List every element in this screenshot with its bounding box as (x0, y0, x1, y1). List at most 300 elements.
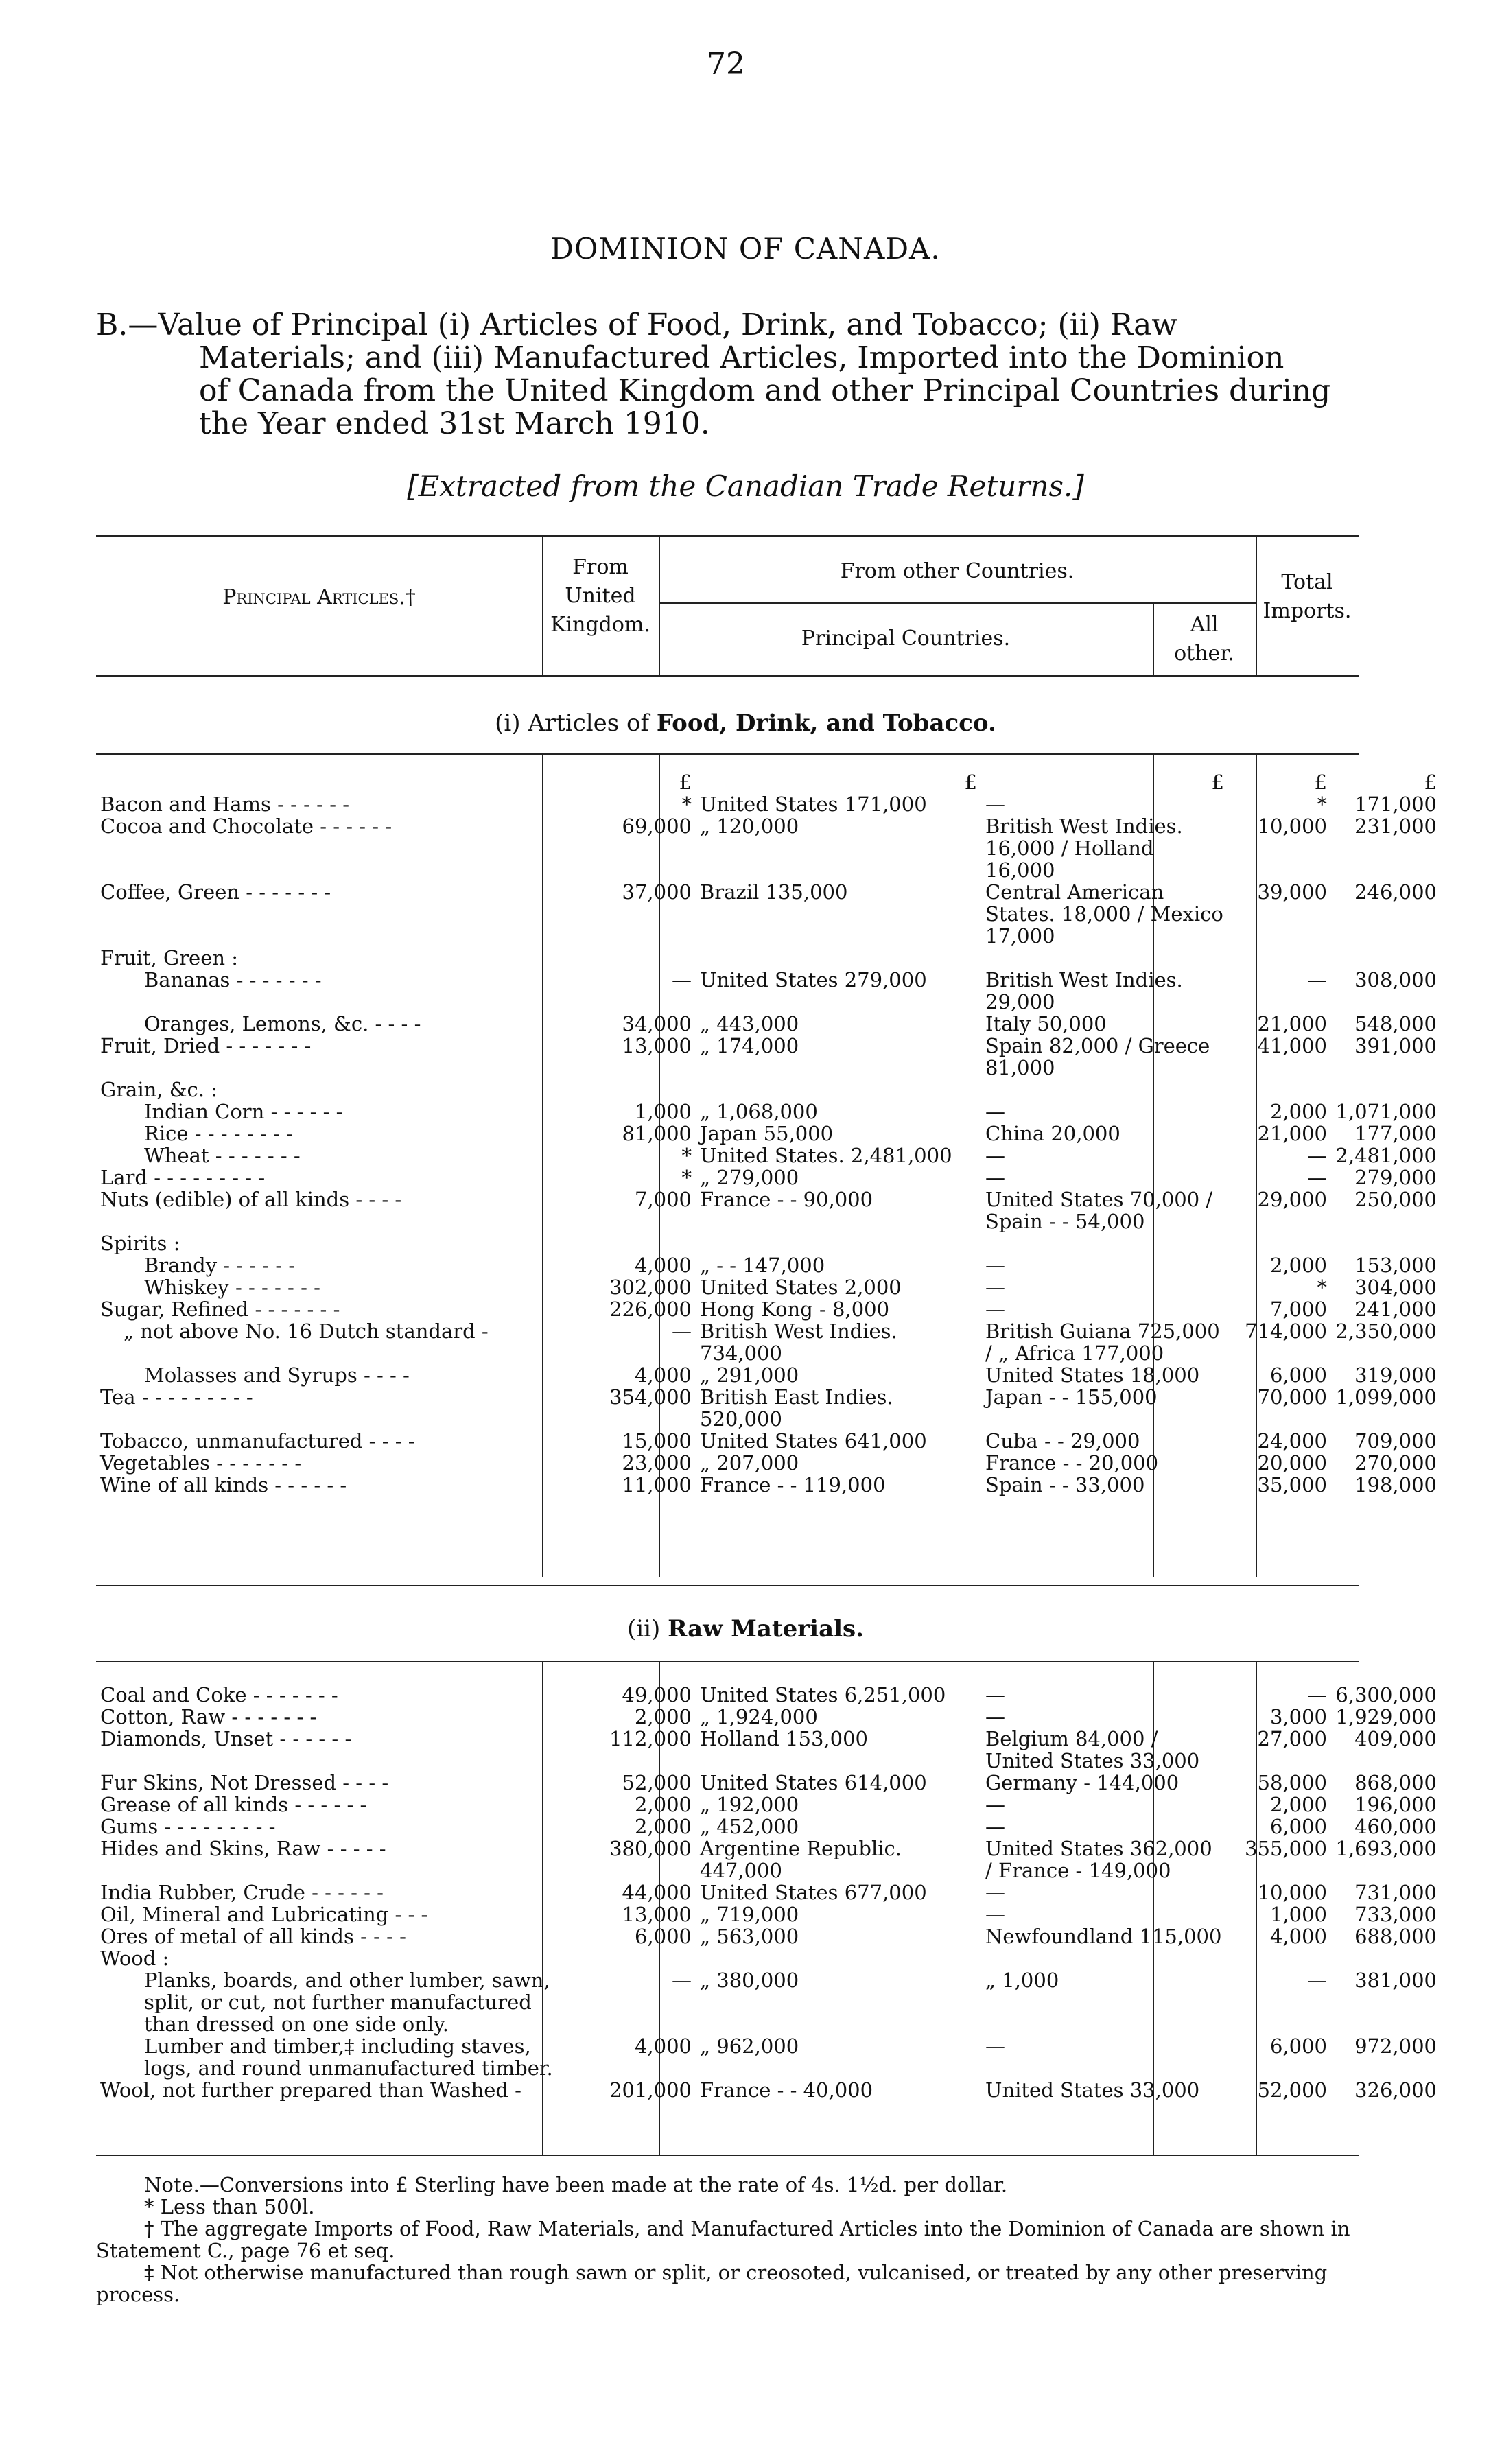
article-cell: Diamonds, Unset - - - - - - (100, 1727, 352, 1750)
table-row (96, 1298, 1441, 1320)
all-other-value-cell: 58,000 (1257, 1771, 1327, 1794)
article-cell: Spirits : (100, 1232, 180, 1255)
table-row (96, 1881, 1441, 1903)
article-cell: Bacon and Hams - - - - - - (100, 793, 350, 816)
all-other-value-cell: — (1307, 1683, 1327, 1706)
other-principal-country-cell (981, 1079, 1228, 1101)
section-1-title-b: Food, Drink, and Tobacco. (656, 709, 996, 737)
total-value-cell: 250,000 (1354, 1188, 1437, 1211)
all-other-value-cell: 714,000 (1245, 1319, 1327, 1343)
all-other-value-cell (1228, 1232, 1331, 1254)
uk-value-cell: 201,000 (609, 2078, 692, 2102)
principal-country-cell: „ 380,000 (700, 1969, 799, 1992)
other-principal-country-cell: United States 70,000 / Spain - - 54,000 (985, 1188, 1213, 1233)
table-row (96, 1386, 1441, 1430)
other-principal-country-cell: Spain 82,000 / Greece 81,000 (985, 1034, 1210, 1079)
table-row (96, 1079, 1441, 1101)
total-value-cell: 731,000 (1354, 1881, 1437, 1904)
uk-value-cell (585, 1947, 696, 1969)
all-other-value-cell: 2,000 (1269, 1793, 1327, 1816)
other-principal-country-cell: — (985, 1683, 1005, 1706)
principal-country-cell: United States. 2,481,000 (700, 1144, 952, 1167)
note-conversion: Note.—Conversions into £ Sterling have been made at the rate of 4s. 1½d. per dollar. (144, 2173, 1008, 2196)
article-cell: Coal and Coke - - - - - - - (100, 1683, 338, 1706)
other-principal-country-cell: Newfoundland 115,000 (985, 1925, 1222, 1948)
col-all-other-line-2: other. (1174, 642, 1234, 666)
other-principal-country-cell: „ 1,000 (985, 1969, 1059, 1992)
article-cell: Wood : (100, 1947, 169, 1970)
table-row (96, 1123, 1441, 1145)
all-other-value-cell: 21,000 (1257, 1012, 1327, 1035)
section-1-title (0, 709, 1491, 737)
uk-value-cell: * (681, 1144, 692, 1167)
uk-value-cell: 4,000 (634, 2034, 692, 2058)
uk-value-cell: 69,000 (622, 814, 692, 838)
article-cell: Tea - - - - - - - - - (100, 1385, 253, 1409)
principal-country-cell: Holland 153,000 (700, 1727, 868, 1750)
article-cell: Fruit, Dried - - - - - - - (100, 1034, 312, 1057)
other-principal-country-cell: United States 362,000 / France - 149,000 (985, 1837, 1212, 1882)
principal-country-cell: Japan 55,000 (700, 1122, 834, 1145)
heading-line-4: the Year ended 31st March 1910. (199, 406, 710, 441)
uk-value-cell: 11,000 (622, 1473, 692, 1497)
all-other-value-cell (1228, 1079, 1331, 1101)
principal-country-cell (696, 1079, 981, 1101)
all-other-value-cell: 41,000 (1257, 1034, 1327, 1057)
other-principal-country-cell: — (985, 2034, 1005, 2058)
total-value-cell: 548,000 (1354, 1012, 1437, 1035)
principal-country-cell: „ 174,000 (700, 1034, 799, 1057)
principal-country-cell (696, 947, 981, 969)
other-principal-country-cell: — (985, 1903, 1005, 1926)
uk-value-cell: — (672, 1319, 692, 1343)
other-principal-country-cell: Germany - 144,000 (985, 1771, 1179, 1794)
table-row (96, 1947, 1441, 1969)
total-value-cell: 1,099,000 (1335, 1385, 1437, 1409)
section-2-end-rule (96, 2155, 1359, 2156)
table-heading (96, 309, 1372, 441)
article-cell: Sugar, Refined - - - - - - - (100, 1298, 340, 1321)
total-value-cell: 171,000 (1354, 793, 1437, 816)
article-cell: Oil, Mineral and Lubricating - - - (100, 1903, 428, 1926)
table-row (96, 1254, 1441, 1276)
total-value-cell: 6,300,000 (1335, 1683, 1437, 1706)
uk-value-cell: 81,000 (622, 1122, 692, 1145)
other-principal-country-cell: — (985, 1705, 1005, 1728)
article-cell: Grease of all kinds - - - - - - (100, 1793, 367, 1816)
all-other-value-cell: 70,000 (1257, 1385, 1327, 1409)
section-1-rule (96, 753, 1359, 755)
other-principal-country-cell: United States 33,000 (985, 2078, 1200, 2102)
all-other-value-cell: 21,000 (1257, 1122, 1327, 1145)
uk-value-cell: 302,000 (609, 1276, 692, 1299)
uk-value-cell: 4,000 (634, 1363, 692, 1387)
uk-value-cell: 2,000 (634, 1705, 692, 1728)
article-cell: Fruit, Green : (100, 946, 239, 970)
all-other-value-cell: — (1307, 1166, 1327, 1189)
table-row (96, 1166, 1441, 1188)
uk-value-cell: 15,000 (622, 1429, 692, 1453)
total-value-cell: 2,481,000 (1335, 1144, 1437, 1167)
other-principal-country-cell: — (985, 1298, 1005, 1321)
other-principal-country-cell: — (985, 1166, 1005, 1189)
all-other-value-cell: — (1307, 1969, 1327, 1992)
other-principal-country-cell: — (985, 1254, 1005, 1277)
all-other-value-cell: — (1307, 968, 1327, 992)
table-row (96, 1320, 1441, 1364)
uk-value-cell: 2,000 (634, 1793, 692, 1816)
all-other-value-cell: * (1317, 1276, 1327, 1299)
principal-country-cell: British West Indies. 734,000 (700, 1319, 897, 1365)
other-principal-country-cell: — (985, 1793, 1005, 1816)
article-cell: Wheat - - - - - - - (144, 1144, 301, 1167)
principal-country-cell: „ 120,000 (700, 814, 799, 838)
col-from-uk (542, 553, 659, 640)
other-principal-country-cell (981, 947, 1228, 969)
all-other-value-cell: 29,000 (1257, 1188, 1327, 1211)
uk-value-cell: 13,000 (622, 1034, 692, 1057)
uk-value-cell: 37,000 (622, 880, 692, 904)
uk-value-cell: 2,000 (634, 1815, 692, 1838)
other-principal-country-cell: — (985, 1100, 1005, 1123)
table-row (96, 947, 1441, 969)
table-row (96, 1728, 1441, 1772)
other-principal-country-cell (981, 1232, 1228, 1254)
table-row (96, 1925, 1441, 1947)
article-cell: Wine of all kinds - - - - - - (100, 1473, 347, 1497)
total-value-cell: 1,071,000 (1335, 1100, 1437, 1123)
table-row (96, 815, 1441, 881)
principal-country-cell: „ 1,924,000 (700, 1705, 818, 1728)
principal-country-cell: France - - 40,000 (700, 2078, 873, 2102)
heading-line-2: Materials; and (iii) Manufactured Articles, Imported into the Dominion (199, 340, 1284, 375)
principal-country-cell: „ - - 147,000 (700, 1254, 825, 1277)
dominion-title: DOMINION OF CANADA. (550, 232, 941, 266)
uk-value-cell (585, 1079, 696, 1101)
principal-country-cell (696, 1232, 981, 1254)
all-other-value-cell: 52,000 (1257, 2078, 1327, 2102)
all-other-value-cell: 2,000 (1269, 1254, 1327, 1277)
other-principal-country-cell: — (985, 793, 1005, 816)
pound-sign: £ (1211, 771, 1224, 794)
note-double-dagger: ‡ Not otherwise manufactured than rough sawn or split, or creosoted, vulcanised, or treated by any other preserving process. (96, 2261, 1328, 2306)
article-cell: Grain, &c. : (100, 1078, 218, 1101)
principal-country-cell: „ 563,000 (700, 1925, 799, 1948)
principal-country-cell: „ 452,000 (700, 1815, 799, 1838)
uk-value-cell: * (681, 1166, 692, 1189)
table-row (96, 1188, 1441, 1232)
uk-value-cell (585, 947, 696, 969)
total-value-cell: 198,000 (1354, 1473, 1437, 1497)
col-total-line-2: Imports. (1263, 599, 1352, 623)
all-other-value-cell: 6,000 (1269, 2034, 1327, 2058)
total-value-cell: 246,000 (1354, 880, 1437, 904)
header-bottom-rule (96, 675, 1359, 677)
total-value-cell: 409,000 (1354, 1727, 1437, 1750)
all-other-value-cell: 3,000 (1269, 1705, 1327, 1728)
page-number: 72 (707, 47, 745, 82)
col-total (1256, 568, 1359, 626)
total-value-cell: 733,000 (1354, 1903, 1437, 1926)
all-other-value-cell: 39,000 (1257, 880, 1327, 904)
other-principal-country-cell: Cuba - - 29,000 (985, 1429, 1140, 1453)
table-row (96, 1013, 1441, 1035)
table-row (96, 2035, 1441, 2079)
uk-value-cell: 226,000 (609, 1298, 692, 1321)
header-top-rule (96, 535, 1359, 537)
pound-sign: £ (1314, 771, 1327, 794)
article-cell: „ not above No. 16 Dutch standard - (124, 1319, 489, 1343)
uk-value-cell: 7,000 (634, 1188, 692, 1211)
uk-value-cell: — (672, 1969, 692, 1992)
table-row (96, 1276, 1441, 1298)
uk-value-cell (585, 1232, 696, 1254)
total-value-cell: 391,000 (1354, 1034, 1437, 1057)
principal-country-cell: „ 192,000 (700, 1793, 799, 1816)
uk-value-cell: 112,000 (609, 1727, 692, 1750)
total-value-cell: 1,929,000 (1335, 1705, 1437, 1728)
table-row (96, 1969, 1441, 2035)
uk-value-cell: 23,000 (622, 1451, 692, 1475)
total-value-cell: 972,000 (1354, 2034, 1437, 2058)
pound-row (96, 771, 1441, 793)
other-principal-country-cell: British Guiana 725,000 / „ Africa 177,000 (985, 1319, 1220, 1365)
article-cell: Nuts (edible) of all kinds - - - - (100, 1188, 402, 1211)
extracted-note: [Extracted from the Canadian Trade Returns.] (407, 469, 1084, 503)
other-principal-country-cell: Central American States. 18,000 / Mexico 17,000 (985, 880, 1223, 948)
principal-country-cell: British East Indies. 520,000 (700, 1385, 893, 1431)
all-other-value-cell: — (1307, 1144, 1327, 1167)
article-cell: Molasses and Syrups - - - - (144, 1363, 410, 1387)
total-value-cell: 231,000 (1354, 814, 1437, 838)
note-asterisk: * Less than 500l. (144, 2195, 315, 2218)
total-value-cell (1331, 1947, 1441, 1969)
table-row (96, 1772, 1441, 1794)
pound-sign: £ (964, 771, 977, 794)
article-cell: Gums - - - - - - - - - (100, 1815, 276, 1838)
all-other-value-cell: 1,000 (1269, 1903, 1327, 1926)
all-other-value-cell: 35,000 (1257, 1473, 1327, 1497)
total-value-cell: 381,000 (1354, 1969, 1437, 1992)
principal-country-cell: „ 279,000 (700, 1166, 799, 1189)
principal-country-cell: „ 207,000 (700, 1451, 799, 1475)
total-value-cell: 177,000 (1354, 1122, 1437, 1145)
principal-country-cell: Argentine Republic. 447,000 (700, 1837, 902, 1882)
principal-country-cell: United States 6,251,000 (700, 1683, 946, 1706)
total-value-cell: 241,000 (1354, 1298, 1437, 1321)
header-mid-rule (659, 602, 1256, 604)
total-value-cell: 319,000 (1354, 1363, 1437, 1387)
other-principal-country-cell: United States 18,000 (985, 1363, 1200, 1387)
article-cell: Indian Corn - - - - - - (144, 1100, 343, 1123)
table-row (96, 881, 1441, 947)
other-principal-country-cell: — (985, 1815, 1005, 1838)
all-other-value-cell: 355,000 (1245, 1837, 1327, 1860)
table-row (96, 1838, 1441, 1881)
article-cell: Lumber and timber,‡ including staves, logs, and round unmanufactured timber. (144, 2034, 553, 2080)
uk-value-cell: — (672, 968, 692, 992)
principal-country-cell: United States 2,000 (700, 1276, 902, 1299)
all-other-value-cell: 24,000 (1257, 1429, 1327, 1453)
footnotes (96, 2174, 1372, 2305)
uk-value-cell: 1,000 (634, 1100, 692, 1123)
note-dagger: † The aggregate Imports of Food, Raw Materials, and Manufactured Articles into the Dominion of Canada are shown in Statement C., page 76 et seq. (96, 2217, 1350, 2262)
uk-value-cell: 354,000 (609, 1385, 692, 1409)
all-other-value-cell (1228, 1947, 1331, 1969)
all-other-value-cell: 2,000 (1269, 1100, 1327, 1123)
other-principal-country-cell: France - - 20,000 (985, 1451, 1159, 1475)
total-value-cell: 460,000 (1354, 1815, 1437, 1838)
total-value-cell: 308,000 (1354, 968, 1437, 992)
other-principal-country-cell: — (985, 1144, 1005, 1167)
table-row (96, 1364, 1441, 1386)
principal-country-cell: France - - 119,000 (700, 1473, 886, 1497)
total-value-cell: 326,000 (1354, 2078, 1437, 2102)
article-cell: Rice - - - - - - - - (144, 1122, 293, 1145)
col-principal-articles: Principal Articles.† (222, 585, 416, 609)
article-cell: Ores of metal of all kinds - - - - (100, 1925, 406, 1948)
uk-value-cell: 6,000 (634, 1925, 692, 1948)
principal-country-cell: „ 443,000 (700, 1012, 799, 1035)
total-value-cell: 196,000 (1354, 1793, 1437, 1816)
table-row (96, 1706, 1441, 1728)
other-principal-country-cell: British West Indies. 29,000 (985, 968, 1183, 1013)
table-row (96, 1035, 1441, 1079)
total-value-cell: 2,350,000 (1335, 1319, 1437, 1343)
total-value-cell: 279,000 (1354, 1166, 1437, 1189)
uk-value-cell: 4,000 (634, 1254, 692, 1277)
principal-country-cell: „ 962,000 (700, 2034, 799, 2058)
col-principal-countries: Principal Countries. (801, 626, 1011, 650)
uk-value-cell: 49,000 (622, 1683, 692, 1706)
table-row (96, 1145, 1441, 1166)
all-other-value-cell: * (1317, 793, 1327, 816)
section-1-title-a: (i) Articles of (495, 709, 657, 737)
heading-line-1: B.—Value of Principal (i) Articles of Food, Drink, and Tobacco; (ii) Raw (96, 307, 1177, 342)
uk-value-cell: 380,000 (609, 1837, 692, 1860)
section-2-table (96, 1684, 1441, 2101)
uk-value-cell: 52,000 (622, 1771, 692, 1794)
principal-country-cell: France - - 90,000 (700, 1188, 873, 1211)
article-cell: Bananas - - - - - - - (144, 968, 322, 992)
table-row (96, 1101, 1441, 1123)
other-principal-country-cell (981, 1947, 1228, 1969)
other-principal-country-cell: — (985, 1276, 1005, 1299)
table-row (96, 1816, 1441, 1838)
table-row (96, 969, 1441, 1013)
section-1-table (96, 771, 1441, 1496)
principal-country-cell: Hong Kong - 8,000 (700, 1298, 890, 1321)
all-other-value-cell: 20,000 (1257, 1451, 1327, 1475)
total-value-cell: 868,000 (1354, 1771, 1437, 1794)
section-2-title-a: (ii) (626, 1615, 668, 1643)
table-row (96, 1232, 1441, 1254)
total-value-cell: 1,693,000 (1335, 1837, 1437, 1860)
table-row (96, 1430, 1441, 1452)
all-other-value-cell: 10,000 (1257, 1881, 1327, 1904)
col-all-other (1153, 611, 1256, 668)
table-row (96, 793, 1441, 815)
all-other-value-cell: 7,000 (1269, 1298, 1327, 1321)
article-cell: India Rubber, Crude - - - - - - (100, 1881, 384, 1904)
principal-country-cell: United States 641,000 (700, 1429, 927, 1453)
principal-country-cell: United States 279,000 (700, 968, 927, 992)
principal-country-cell: „ 719,000 (700, 1903, 799, 1926)
col-from-uk-line-2: United (565, 584, 636, 608)
table-row (96, 1794, 1441, 1816)
other-principal-country-cell: — (985, 1881, 1005, 1904)
all-other-value-cell: 10,000 (1257, 814, 1327, 838)
article-cell: Brandy - - - - - - (144, 1254, 296, 1277)
total-value-cell: 709,000 (1354, 1429, 1437, 1453)
article-cell: Whiskey - - - - - - - (144, 1276, 320, 1299)
pound-sign: £ (679, 771, 692, 794)
other-principal-country-cell: Japan - - 155,000 (985, 1385, 1158, 1409)
all-other-value-cell: 27,000 (1257, 1727, 1327, 1750)
table-row (96, 1452, 1441, 1474)
col-from-uk-line-1: From (572, 555, 629, 579)
uk-value-cell: * (681, 793, 692, 816)
principal-country-cell: „ 291,000 (700, 1363, 799, 1387)
other-principal-country-cell: Spain - - 33,000 (985, 1473, 1145, 1497)
total-value-cell: 270,000 (1354, 1451, 1437, 1475)
section-2-title-b: Raw Materials. (668, 1615, 865, 1643)
all-other-value-cell: 6,000 (1269, 1363, 1327, 1387)
principal-country-cell: United States 677,000 (700, 1881, 927, 1904)
article-cell: Vegetables - - - - - - - (100, 1451, 302, 1475)
heading-line-3: of Canada from the United Kingdom and other Principal Countries during (199, 373, 1331, 408)
all-other-value-cell (1228, 947, 1331, 969)
total-value-cell: 153,000 (1354, 1254, 1437, 1277)
all-other-value-cell: 4,000 (1269, 1925, 1327, 1948)
principal-country-cell: United States 614,000 (700, 1771, 927, 1794)
section-2-title (0, 1615, 1491, 1643)
total-value-cell: 304,000 (1354, 1276, 1437, 1299)
article-cell: Cotton, Raw - - - - - - - (100, 1705, 317, 1728)
principal-country-cell: United States 171,000 (700, 793, 927, 816)
article-cell: Fur Skins, Not Dressed - - - - (100, 1771, 389, 1794)
col-all-other-line-1: All (1190, 613, 1219, 637)
article-cell: Cocoa and Chocolate - - - - - - (100, 814, 392, 838)
article-cell: Oranges, Lemons, &c. - - - - (144, 1012, 421, 1035)
article-cell: Lard - - - - - - - - - (100, 1166, 266, 1189)
other-principal-country-cell: China 20,000 (985, 1122, 1120, 1145)
table-row (96, 1474, 1441, 1496)
uk-value-cell: 44,000 (622, 1881, 692, 1904)
other-principal-country-cell: Italy 50,000 (985, 1012, 1107, 1035)
other-principal-country-cell: British West Indies. 16,000 / Holland 16,000 (985, 814, 1183, 882)
principal-country-cell (696, 1947, 981, 1969)
total-value-cell (1331, 947, 1441, 969)
other-principal-country-cell: Belgium 84,000 / United States 33,000 (985, 1727, 1200, 1772)
col-total-line-1: Total (1281, 570, 1333, 594)
total-value-cell: 688,000 (1354, 1925, 1437, 1948)
header-divider-2 (659, 535, 660, 675)
table-row (96, 1684, 1441, 1706)
total-value-cell (1331, 1079, 1441, 1101)
section-2-rule (96, 1661, 1359, 1662)
article-cell: Wool, not further prepared than Washed - (100, 2078, 521, 2102)
all-other-value-cell: 6,000 (1269, 1815, 1327, 1838)
article-cell: Tobacco, unmanufactured - - - - (100, 1429, 415, 1453)
col-from-other: From other Countries. (840, 559, 1075, 583)
article-cell: Hides and Skins, Raw - - - - - (100, 1837, 386, 1860)
uk-value-cell: 13,000 (622, 1903, 692, 1926)
principal-country-cell: Brazil 135,000 (700, 880, 848, 904)
article-cell: Coffee, Green - - - - - - - (100, 880, 331, 904)
table-row (96, 1903, 1441, 1925)
pound-sign: £ (1424, 771, 1437, 794)
